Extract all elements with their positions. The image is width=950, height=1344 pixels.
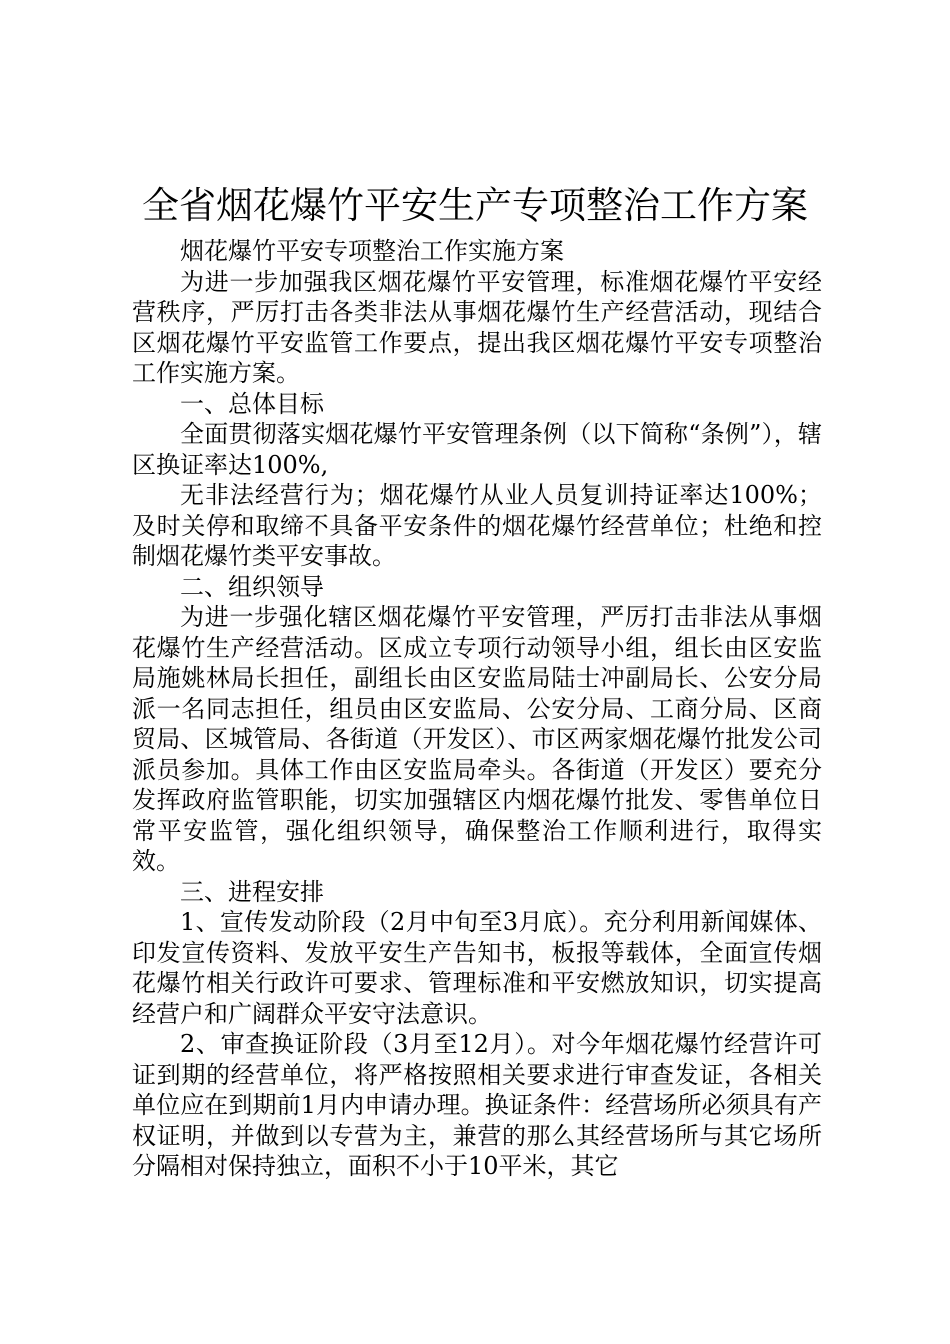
paragraph-organization: 为进一步强化辖区烟花爆竹平安管理，严厉打击非法从事烟花爆竹生产经营活动。区成立专项行动领导小组，组长由区安监局施姚林局长担任，副组长由区安监局陆士冲副局长、公安分局派一名同志担任，组员由区安监局、公安分局、工商分局、区商贸局、区城管局、各街道（开发区）、市区两家烟花爆竹批发公司派员参加。具体工作由区安监局牵头。各街道（开发区）要充分发挥政府监管职能，切实加强辖区内烟花爆竹批发、零售单位日常平安监管，强化组织领导，确保整治工作顺利进行，取得实效。: [132, 603, 822, 875]
paragraph-goals-2: 无非法经营行为；烟花爆竹从业人员复训持证率达100%；及时关停和取缔不具备平安条件的烟花爆竹经营单位；杜绝和控制烟花爆竹类平安事故。: [132, 481, 822, 570]
document-title: 全省烟花爆竹平安生产专项整治工作方案: [142, 184, 808, 227]
section-heading-organization: 二、组织领导: [180, 572, 324, 601]
paragraph-schedule-1: 1、宣传发动阶段（2月中旬至3月底）。充分利用新闻媒体、印发宣传资料、发放平安生产告知书，板报等载体，全面宣传烟花爆竹相关行政许可要求、管理标准和平安燃放知识，切实提高经营户和广阔群众平安守法意识。: [132, 908, 822, 1028]
paragraph-subtitle: 烟花爆竹平安专项整治工作实施方案: [180, 237, 564, 265]
section-heading-schedule: 三、进程安排: [180, 877, 324, 906]
paragraph-goals-1: 全面贯彻落实烟花爆竹平安管理条例（以下简称“条例”），辖区换证率达100%,: [132, 420, 822, 479]
section-heading-goals: 一、总体目标: [180, 389, 324, 418]
document-body: [132, 236, 822, 1182]
paragraph-intro: 为进一步加强我区烟花爆竹平安管理，标准烟花爆竹平安经营秩序，严厉打击各类非法从事烟花爆竹生产经营活动，现结合区烟花爆竹平安监管工作要点，提出我区烟花爆竹平安专项整治工作实施方案。: [132, 267, 822, 387]
paragraph-schedule-2: 2、审查换证阶段（3月至12月）。对今年烟花爆竹经营许可证到期的经营单位，将严格按照相关要求进行审查发证，各相关单位应在到期前1月内申请办理。换证条件：经营场所必须具有产权证明，并做到以专营为主，兼营的那么其经营场所与其它场所分隔相对保持独立，面积不小于10平米，其它: [132, 1030, 822, 1180]
